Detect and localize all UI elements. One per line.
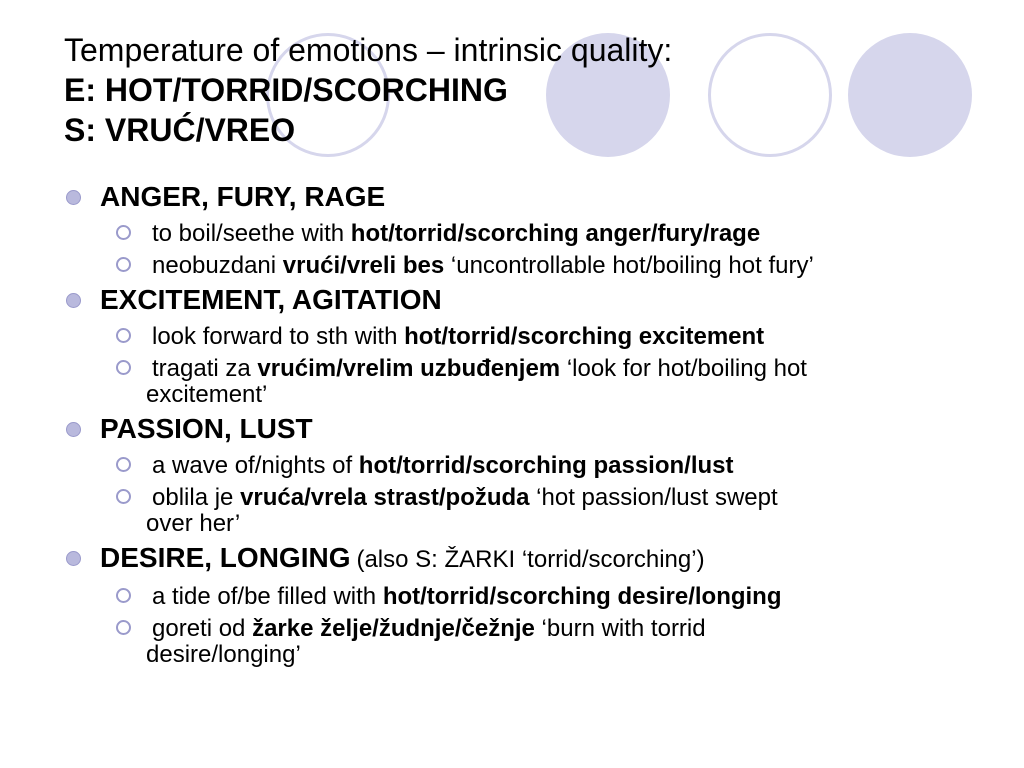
sub-bullet [116, 485, 966, 537]
heading-note: (also S: ŽARKI ‘torrid/scorching’) [356, 546, 705, 573]
sub-bullet-continuation: excitement’ [146, 381, 268, 408]
bullet-ring-icon [116, 489, 131, 504]
bullet-dot-icon [66, 551, 81, 566]
sub-bullet-continuation: desire/longing’ [146, 641, 301, 668]
sub-bullet-text: goreti od [152, 615, 253, 642]
heading-text: PASSION, LUST [100, 413, 313, 444]
slide-title [64, 30, 672, 150]
sub-bullet-continuation: over her’ [146, 510, 241, 537]
bullet-heading [66, 411, 966, 447]
sub-bullet [116, 253, 966, 279]
sub-bullet [116, 356, 966, 408]
sub-bullet-text: a tide of/be filled with [152, 583, 383, 610]
bullet-heading [66, 282, 966, 318]
title-line-3: S: VRUĆ/VREO [64, 112, 296, 148]
title-line-1: Temperature of emotions – intrinsic quality: [64, 32, 673, 68]
sub-bullet-text: to boil/seethe with [152, 220, 351, 247]
sub-bullet-text: a wave of/nights of [152, 452, 359, 479]
bullet-ring-icon [116, 328, 131, 343]
sub-bullet-bold: vrućim/vrelim uzbuđenjem [257, 355, 561, 382]
sub-bullet [116, 584, 966, 610]
heading-text: ANGER, FURY, RAGE [100, 181, 386, 212]
bullet-ring-icon [116, 457, 131, 472]
sub-bullet-text: ‘uncontrollable hot/boiling hot fury’ [444, 252, 814, 279]
sub-bullet-bold: hot/torrid/scorching excitement [404, 323, 765, 350]
title-line-2: E: HOT/TORRID/SCORCHING [64, 72, 508, 108]
sub-bullet-text: tragati za [152, 355, 258, 382]
sub-bullet-text: ‘hot passion/lust swept [529, 484, 778, 511]
heading-text: EXCITEMENT, AGITATION [100, 284, 442, 315]
bullet-dot-icon [66, 422, 81, 437]
bullet-dot-icon [66, 190, 81, 205]
sub-bullet-bold: hot/torrid/scorching desire/longing [382, 583, 782, 610]
decorative-circle-filled [848, 33, 972, 157]
bullet-ring-icon [116, 588, 131, 603]
bullet-heading [66, 179, 966, 215]
sub-bullet-text: neobuzdani [152, 252, 283, 279]
sub-bullet-text: ‘burn with torrid [534, 615, 706, 642]
sub-bullet [116, 453, 966, 479]
bullet-dot-icon [66, 293, 81, 308]
sub-bullet [116, 616, 966, 668]
bullet-ring-icon [116, 225, 131, 240]
bullet-list [66, 176, 966, 668]
sub-bullet-bold: vrući/vreli bes [282, 252, 445, 279]
sub-bullet [116, 221, 966, 247]
bullet-ring-icon [116, 257, 131, 272]
decorative-circle-outline [708, 33, 832, 157]
heading-text: DESIRE, LONGING [100, 542, 351, 573]
sub-bullet-bold: žarke želje/žudnje/čežnje [252, 615, 535, 642]
bullet-ring-icon [116, 620, 131, 635]
sub-bullet-text: look forward to sth with [152, 323, 405, 350]
sub-bullet-bold: vruća/vrela strast/požuda [240, 484, 530, 511]
sub-bullet [116, 324, 966, 350]
sub-bullet-text: oblila je [152, 484, 241, 511]
sub-bullet-bold: hot/torrid/scorching anger/fury/rage [350, 220, 761, 247]
sub-bullet-bold: hot/torrid/scorching passion/lust [358, 452, 734, 479]
bullet-heading [66, 540, 966, 578]
bullet-ring-icon [116, 360, 131, 375]
sub-bullet-text: ‘look for hot/boiling hot [560, 355, 807, 382]
